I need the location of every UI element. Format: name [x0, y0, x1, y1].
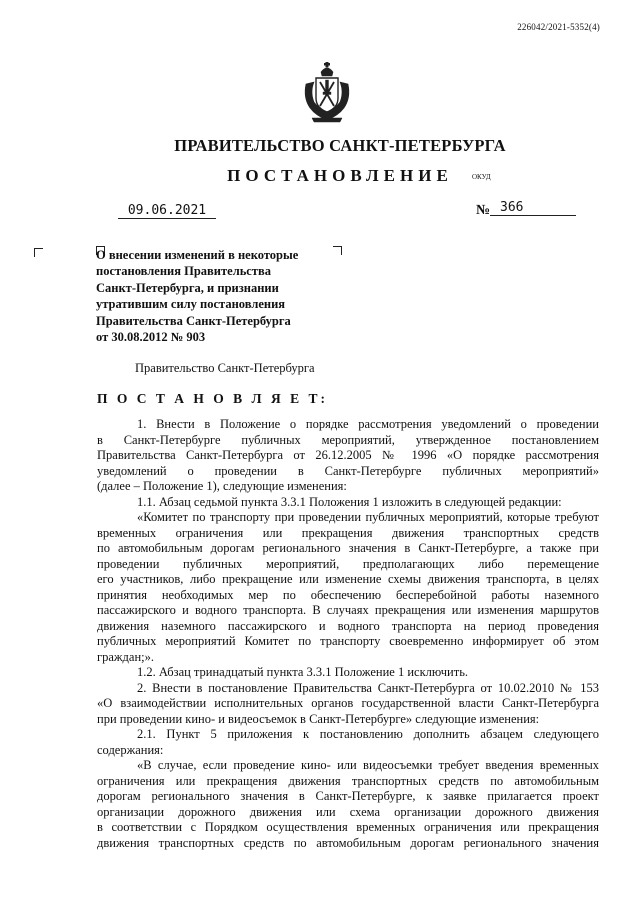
document-date: 09.06.2021: [118, 203, 216, 219]
body-line: граждан;».: [97, 649, 155, 664]
body-line: уведомлений о проведении в Санкт-Петербурге публичных мероприятий»: [97, 463, 599, 478]
body-line: пассажирского и водного транспорта. В случаях прекращения или изменения маршрутов: [97, 603, 599, 617]
government-title: ПРАВИТЕЛЬСТВО САНКТ-ПЕТЕРБУРГА: [174, 136, 506, 155]
body-line: при проведении кино- и видеосъемок в Санкт-Петербурге» следующие изменения:: [97, 711, 540, 726]
body-line: 1.2. Абзац тринадцатый пункта 3.3.1 Положение 1 исключить.: [137, 665, 469, 679]
body-line: «О взаимодействии исполнительных органов государственной власти Санкт-Петербурга: [97, 696, 599, 710]
subject-line: утратившим силу постановления: [96, 297, 286, 312]
document-type-title: ПОСТАНОВЛЕНИЕ: [227, 166, 453, 185]
subject-line: Санкт-Петербурга, и признании: [96, 280, 279, 295]
subject-line: от 30.08.2012 № 903: [96, 330, 206, 345]
body-line: проведении публичных мероприятий, предполагающих либо перемещение: [97, 556, 599, 571]
body-line: временных ограничения или прекращения движения транспортных средств: [97, 525, 599, 540]
subject-line: Правительства Санкт-Петербурга: [96, 313, 291, 328]
body-line: дорогам регионального значения в Санкт-Петербурге, к заявке прилагается проект: [97, 789, 599, 803]
resolves-heading: П О С Т А Н О В Л Я Е Т:: [97, 391, 328, 406]
body-line: публичных мероприятий Комитет по транспорту своевременно информирует об этом: [97, 634, 599, 648]
document-body: [97, 417, 599, 851]
coat-of-arms-icon: [300, 62, 354, 124]
body-line: в Санкт-Петербурге публичных мероприятий, утвержденное постановлением: [97, 432, 599, 447]
body-line: 2.1. Пункт 5 приложения к постановлению дополнить абзацем следующего: [137, 727, 599, 741]
body-line: движения наземного пассажирского и водного транспорта на период проведения: [97, 618, 599, 633]
body-line: организации дорожного движения или схема организации дорожного движения: [97, 804, 599, 819]
body-line: ограничения или прекращения движения транспортных средств по автомобильным: [97, 773, 599, 788]
body-line: (далее – Положение 1), следующие изменения:: [97, 479, 347, 493]
body-line: содержания:: [97, 742, 164, 757]
body-line: движения транспортных средств по автомобильным дорогам регионального значения: [97, 835, 599, 850]
okud-label: ОКУД: [472, 173, 491, 181]
subject-line: постановления Правительства: [96, 264, 271, 279]
subject-line: О внесении изменений в некоторые: [96, 248, 299, 262]
body-line: по автомобильным дорогам регионального значения в Санкт-Петербурге, а также при: [97, 541, 599, 555]
document-subject: [96, 247, 336, 345]
body-line: «Комитет по транспорту при проведении публичных мероприятий, которые требуют: [137, 510, 599, 524]
body-line: 1.1. Абзац седьмой пункта 3.3.1 Положения 1 изложить в следующей редакции:: [137, 494, 562, 509]
document-code: 226042/2021-5352(4): [517, 22, 600, 32]
document-number: 366: [490, 200, 576, 216]
body-line: принятия необходимых мер по обеспечению бесперебойной работы наземного: [97, 587, 599, 602]
body-line: в соответствии с Порядком осуществления временных ограничения или прекращения: [97, 820, 599, 834]
body-line: 2. Внести в постановление Правительства Санкт-Петербурга от 10.02.2010 № 153: [137, 680, 599, 695]
body-line: «В случае, если проведение кино- или видеосъемки требует введения временных: [137, 758, 599, 772]
body-line: 1. Внести в Положение о порядке рассмотрения уведомлений о проведении: [137, 417, 599, 431]
number-sign: №: [476, 203, 491, 218]
corner-mark: [34, 248, 43, 257]
body-line: его участников, либо прекращение или изменение схемы движения транспорта, в целях: [97, 572, 599, 586]
issuer-line: Правительство Санкт-Петербурга: [135, 361, 315, 375]
body-line: Правительства Санкт-Петербурга от 26.12.2005 № 1996 «О порядке рассмотрения: [97, 448, 599, 462]
